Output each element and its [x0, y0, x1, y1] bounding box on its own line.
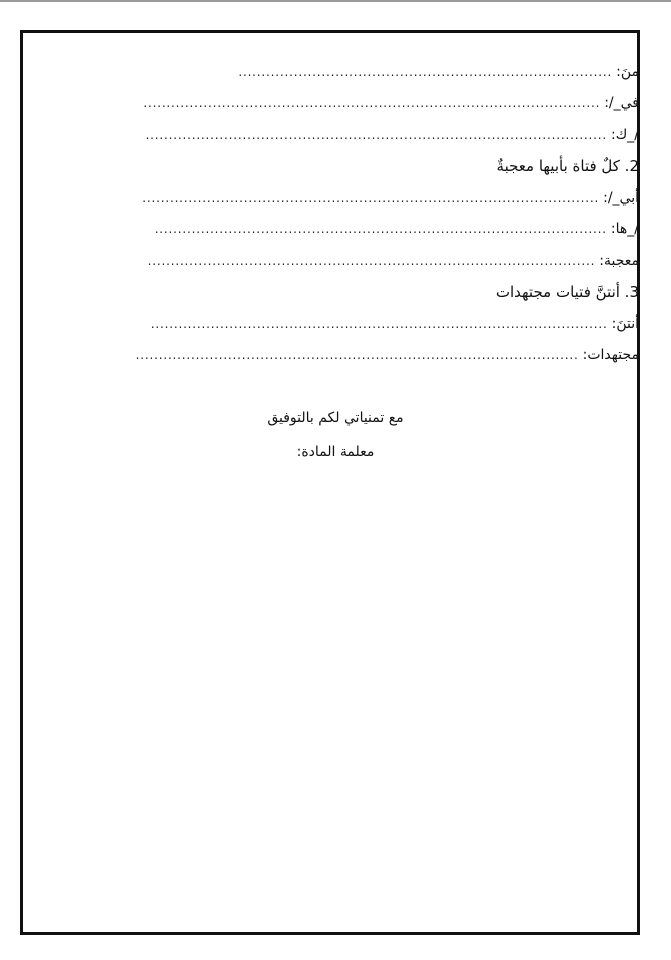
fill-row-mujaba [79, 245, 639, 277]
fill-row-fi [79, 88, 639, 120]
fill-row-min [79, 56, 639, 88]
row-label: أنتنَ: [611, 315, 639, 332]
row-label: منَ: [616, 63, 639, 80]
teacher-signature-label: معلمة المادة: [296, 444, 375, 460]
fill-row-mujtahidat [79, 340, 639, 372]
answer-blank: ................................................................................................... [150, 316, 608, 331]
answer-blank: ................................................................................................... [143, 96, 601, 111]
row-label: /_ها: [610, 221, 639, 238]
sentence-text: 3. أنتنَّ فتيات مجتهدات [495, 283, 639, 302]
row-label: /_ك: [611, 126, 639, 143]
fill-row-kaf [79, 119, 639, 151]
sentence-text: 2. كلٌ فتاة بأبيها معجبةٌ [496, 157, 639, 176]
top-rule [0, 0, 671, 2]
answer-blank: .................................................................................................. [154, 222, 607, 237]
row-label: معجبة: [599, 252, 639, 269]
sentence-heading-3 [79, 277, 639, 309]
answer-blank: ................................................................................. [238, 64, 613, 79]
fill-row-ha [79, 214, 639, 246]
closing-wishes: مع تمنياتي لكم بالتوفيق [267, 410, 404, 426]
row-label: مجتهدات: [582, 347, 639, 364]
row-label: أبي_/: [603, 189, 639, 206]
fill-row-abi [79, 182, 639, 214]
worksheet-content [79, 56, 639, 371]
answer-blank: ................................................................................................. [147, 253, 596, 268]
answer-blank: ................................................................................................... [142, 190, 600, 205]
fill-row-antunna [79, 308, 639, 340]
row-label: في_/: [604, 95, 639, 112]
answer-blank: ................................................................................................ [135, 348, 579, 363]
sentence-heading-2 [79, 151, 639, 183]
answer-blank: .................................................................................................... [145, 127, 608, 142]
